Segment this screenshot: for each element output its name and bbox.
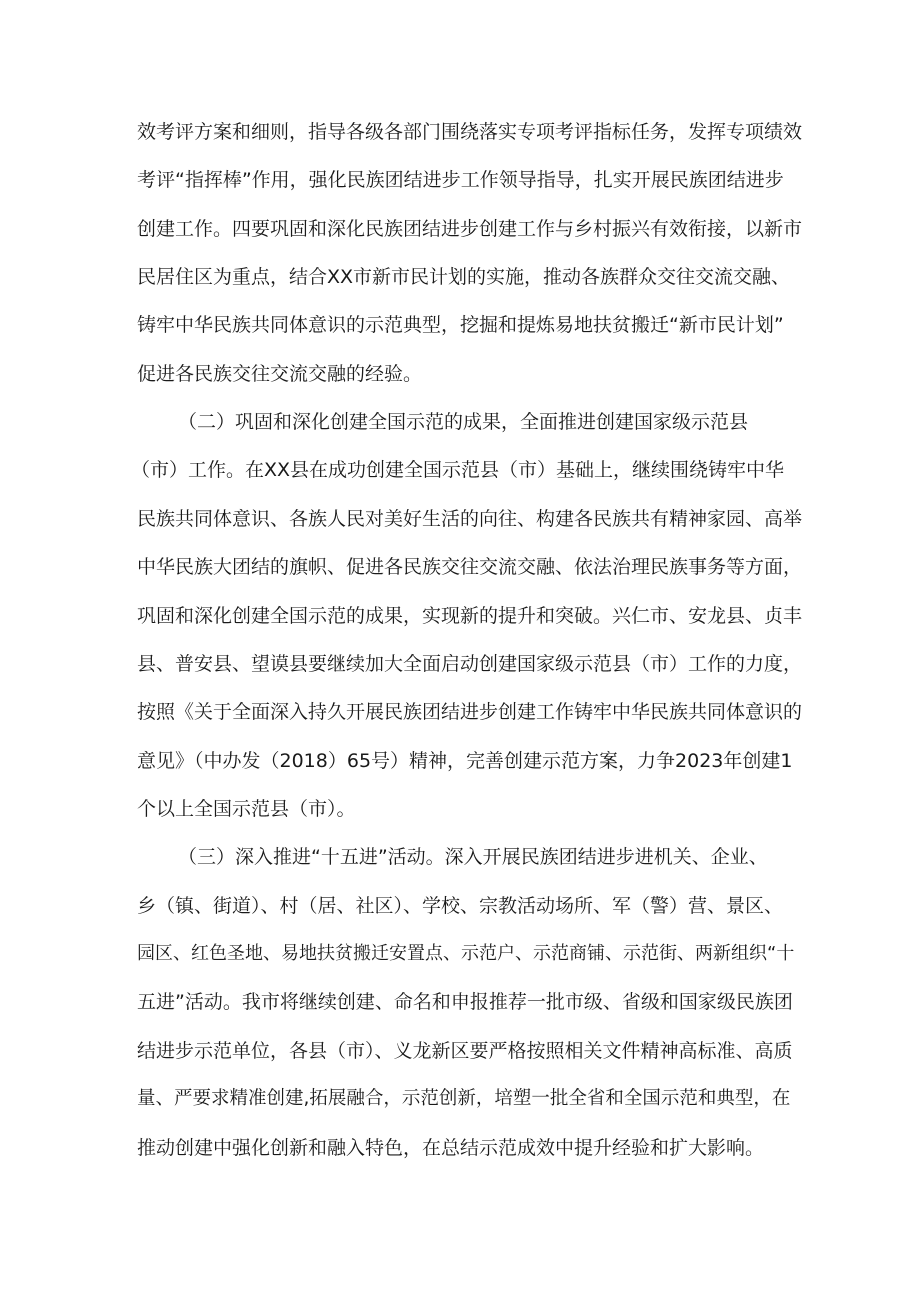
text-line: 铸牢中华民族共同体意识的示范典型，挖掘和提炼易地扶贫搬迁“新市民计划” <box>137 314 784 336</box>
text-line: 县、普安县、望谟县要继续加大全面启动创建国家级示范县（市）工作的力度， <box>137 653 803 675</box>
text-line: 五进”活动。我市将继续创建、命名和申报推荐一批市级、省级和国家级民族团 <box>137 991 793 1013</box>
text-line: （市）工作。在XX县在成功创建全国示范县（市）基础上，继续围绕铸牢中华 <box>131 459 785 481</box>
text-line: 按照《关于全面深入持久开展民族团结进步创建工作铸牢中华民族共同体意识的 <box>137 701 803 723</box>
text-line: 园区、红色圣地、易地扶贫搬迁安置点、示范户、示范商铺、示范街、两新组织“十 <box>137 943 795 964</box>
text-line: 创建工作。四要巩固和深化民族团结进步创建工作与乡村振兴有效衔接，以新市 <box>137 218 803 240</box>
text-line: 个以上全国示范县（市）。 <box>137 798 356 820</box>
text-line: 推动创建中强化创新和融入特色，在总结示范成效中提升经验和扩大影响。 <box>137 1137 765 1159</box>
text-line: 巩固和深化创建全国示范的成果，实现新的提升和突破。兴仁市、安龙县、贞丰 <box>137 605 803 627</box>
section-heading-line: （二）巩固和深化创建全国示范的成果，全面推进创建国家级示范县 <box>178 411 749 433</box>
text-line: 民居住区为重点，结合XX市新市民计划的实施，推动各族群众交往交流交融、 <box>137 266 791 288</box>
text-line: 结进步示范单位，各县（市）、义龙新区要严格按照相关文件精神高标准、高质 <box>137 1040 793 1062</box>
text-line: 量、严要求精准创建,拓展融合，示范创新，培塑一批全省和全国示范和典型，在 <box>137 1088 791 1109</box>
text-line: 效考评方案和细则，指导各级各部门围绕落实专项考评指标任务，发挥专项绩效 <box>137 121 803 143</box>
text-line: 意见》（中办发（2018）65号）精神，完善创建示范方案，力争2023年创建1 <box>137 750 793 772</box>
text-line: 考评“指挥棒”作用，强化民族团结进步工作领导指导，扎实开展民族团结进步 <box>137 169 784 191</box>
text-line: 中华民族大团结的旗帜、促进各民族交往交流交融、依法治理民族事务等方面， <box>137 556 803 578</box>
section-heading-line: （三）深入推进“十五进”活动。深入开展民族团结进步进机关、企业、 <box>178 846 768 868</box>
text-line: 促进各民族交往交流交融的经验。 <box>137 363 423 385</box>
text-line: 民族共同体意识、各族人民对美好生活的向往、构建各民族共有精神家园、高举 <box>137 508 803 530</box>
text-line: 乡（镇、街道）、村（居、社区）、学校、宗教活动场所、军（警）营、景区、 <box>137 895 784 917</box>
